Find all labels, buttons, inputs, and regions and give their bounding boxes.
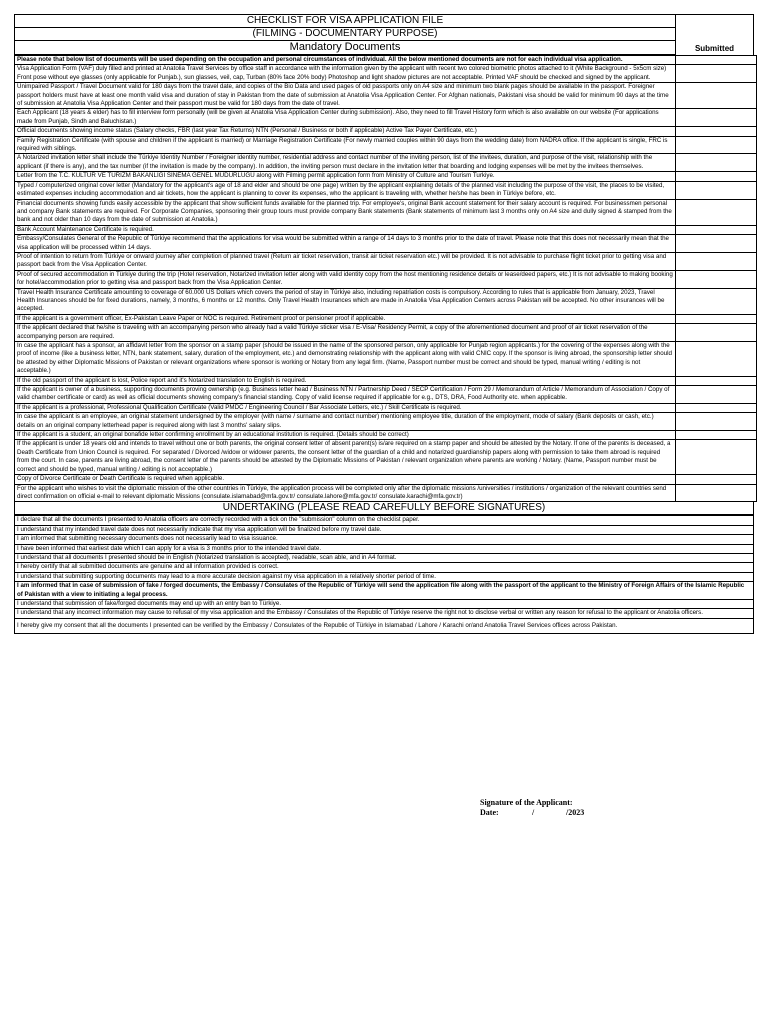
checklist-row [15, 403, 757, 412]
submitted-checkbox-cell[interactable] [676, 154, 757, 172]
undertaking-row [15, 599, 754, 608]
submitted-checkbox-cell[interactable] [676, 342, 757, 377]
submitted-checkbox-cell[interactable] [676, 83, 757, 109]
submitted-checkbox-cell[interactable] [676, 136, 757, 154]
checklist-item-text: Typed / computerized original cover letter (Mandatory for the applicant's age of 18 and elder and should be one page) written by the applicant explaining details of the planned visit including the purpose of the visit, the places to be visited, estimated expenses including accommodation and air tickets, how the applicant is planning to cover its expenses, who the applicant is traveling with, whether he/she has been in Türkiye before, etc. [15, 181, 676, 199]
undertaking-item-text: I hereby give my consent that all the documents I presented can be verified by the Embassy / Consulates of the Republic of Türkiye in Islamabad / Lahore / Karachi or/and Anatolia Travel Services offices across Pakistan. [15, 618, 754, 633]
submitted-checkbox-cell[interactable] [676, 252, 757, 270]
submitted-checkbox-cell[interactable] [676, 314, 757, 323]
checklist-item-text: Copy of Divorce Certificate or Death Certificate is required when applicable. [15, 475, 676, 484]
checklist-item-text: Financial documents showing funds easily accessible by the applicant that show sufficient funds available for the planned trip. For employee's, original Bank account statement for their salary account is required. For businessmen personal and company Bank statements are required. For Corporate Companies, sponsoring their group tours must provide company Bank statements (Bank statements of minimum last 3 months only on A4 size and dully signed & stamped from the bank and not older than 10 days from the date of submission at Anatolia.) [15, 199, 676, 225]
checklist-row [15, 65, 757, 83]
submitted-checkbox-cell[interactable] [676, 172, 757, 181]
checklist-row [15, 484, 757, 502]
submitted-checkbox-cell[interactable] [676, 225, 757, 234]
checklist-item-text: Letter from the T.C. KULTUR VE TURIZM BAKANLIGI SINEMA GENEL MUDURLUGU along with Filming permit application form from Ministry of Culture and Tourism Turkiye. [15, 172, 676, 181]
checklist-item-text: Proof of secured accommodation in Türkiye during the trip (Hotel reservation, Notarized invitation letter along with valid identity copy from the host mentioning residence details or lease/deed papers, etc.) It is not advisable to making booking for hotel/accommodation prior to getting visa and passport back from the Visa Application Center. [15, 270, 676, 288]
checklist-row [15, 386, 757, 404]
checklist-row [15, 83, 757, 109]
checklist-row [15, 288, 757, 314]
checklist-item-text: Each Applicant (18 years & elder) has to fill interview form personally (will be given at Anatolia Visa Application Center during submission). Also, they need to fill Travel History form which is also available on our website (For applications made from Punjab, Sindh and Baluchistan.) [15, 109, 676, 127]
undertaking-row [15, 563, 754, 572]
submitted-checkbox-cell[interactable] [676, 431, 757, 440]
checklist-row [15, 136, 757, 154]
submitted-checkbox-cell[interactable] [676, 235, 757, 253]
checklist-row [15, 235, 757, 253]
submitted-checkbox-cell[interactable] [676, 288, 757, 314]
submitted-checkbox-cell[interactable] [676, 199, 757, 225]
checklist-item-text: Embassy/Consulates General of the Republic of Türkiye recommend that the applications for visa would be submitted within a range of 14 days to 3 months prior to the date of travel. Please note that this does not necessarily mean that the visa application will be processed within 14 days. [15, 235, 676, 253]
submitted-checkbox-cell[interactable] [676, 65, 757, 83]
submitted-checkbox-cell[interactable] [676, 109, 757, 127]
submitted-column-header: Submitted [694, 44, 735, 53]
checklist-row [15, 172, 757, 181]
submitted-checkbox-cell[interactable] [676, 440, 757, 475]
undertaking-item-text: I am informed that in case of submission of fake / forged documents, the Embassy / Consulates of the Republic of Türkiye will send the application file along with the passport of the applicant to the Ministry of Foreign Affairs of the Islamic Republic of Pakistan with a view to initiating a legal process. [15, 582, 754, 600]
document-subtitle: (FILMING - DOCUMENTARY PURPOSE) [15, 28, 675, 41]
checklist-row [15, 324, 757, 342]
checklist-item-text: If the applicant is a student, an original bonafide letter confirming enrollment by an educational institution is required. (Details should be correct) [15, 431, 676, 440]
undertaking-heading: UNDERTAKING (PLEASE READ CAREFULLY BEFORE SIGNATURES) [14, 502, 754, 515]
undertaking-item-text: I understand that submitting supporting documents may lead to a more accurate decision against my visa application in a relatively shorter period of time. [15, 572, 754, 581]
checklist-row [15, 199, 757, 225]
checklist-item-text: Proof of intention to return from Türkiye or onward journey after completion of planned travel (Return air ticket reservation, transit air ticket reservation etc.) will be provided. It is not advisable to purchase flight ticket prior to getting visa and passport back from the Visa Application Center. [15, 252, 676, 270]
checklist-row [15, 413, 757, 431]
checklist-row [15, 431, 757, 440]
undertaking-row [15, 618, 754, 633]
submitted-checkbox-cell[interactable] [676, 386, 757, 404]
date-separator: / [532, 808, 535, 817]
checklist-item-text: Travel Health Insurance Certificate amounting to coverage of 60.000 US Dollars which covers the period of stay in Türkiye also, including repatriation costs is compulsory. According to rules that is applicable from January, 2023, Travel Health Insurances should be for fixed durations, namely, 3 months, 6 months or 12 months. Only Travel Health Insurances which are made in Anatolia Visa Application Centers across Pakistan will be accepted. No other insurances will be accepted. [15, 288, 676, 314]
undertaking-item-text: I am informed that submitting necessary documents does not necessarily lead to visa issuance. [15, 535, 754, 544]
checklist-page [14, 14, 754, 634]
checklist-row [15, 252, 757, 270]
signature-block [480, 798, 584, 818]
submitted-checkbox-cell[interactable] [676, 270, 757, 288]
checklist-item-text: A Notarized invitation letter shall include the Türkiye Identity Number / Foreigner identity number, residential address and contact number of the inviting person, list of the invitees, duration, and purpose of the visit, relationship with the applicant (if there is any), and the tax number (if the invitation is made by the company). In addition, the inviting person must declare in the invitation letter that boarding and lodging expenses will be met by the invitees themselves. [15, 154, 676, 172]
submitted-checkbox-cell[interactable] [676, 181, 757, 199]
undertaking-item-text: I hereby certify that all submitted documents are genuine and all information provided is correct. [15, 563, 754, 572]
checklist-item-text: If the applicant is owner of a business, supporting documents proving ownership (e.g. Business letter head / Business NTN / Partnership Deed / SECP Certification / Form 29 / Memorandum of Article / Memorandum of Association / Copy of valid chamber certificate or card) as well as official documents showing company's financial standing. Copy of valid license required if applicable for e.g., DTS, DRA, Food Authority etc. when applicable. [15, 386, 676, 404]
checklist-row [15, 127, 757, 136]
undertaking-row [15, 609, 754, 618]
document-title: CHECKLIST FOR VISA APPLICATION FILE [15, 15, 675, 28]
undertaking-item-text: I understand that any incorrect information may cause to refusal of my visa application and the Embassy / Consulates of the Republic of Türkiye reserve the right not to disclose verbal or written any reason for refusal to the applicant or Anatolia officers. [15, 609, 754, 618]
checklist-item-text: If the old passport of the applicant is lost, Police report and it's Notarized translation to English is required. [15, 376, 676, 385]
date-year: /2023 [566, 808, 585, 817]
undertaking-item-text: I declare that all the documents I presented to Anatolia officers are correctly recorded with a tick on the "submission" column on the checklist paper. [15, 516, 754, 525]
checklist-item-text: Family Registration Certificate (with spouse and children if the applicant is married) or Marriage Registration Certificate (For newly married couples within 90 days from the wedding date) from NADRA office. If the applicant is single, FRC is required with siblings. [15, 136, 676, 154]
checklist-item-text: Unimpaired Passport / Travel Document valid for 180 days from the travel date, and copies of the Bio Data and used pages of old passports only on A4 size and minimum two blank pages should be available in the passport. Foreigner passport holders must have at least one month valid visa and duration of stay in Pakistan from the date of submission at Anatolia Visa Application Center. For Afghan nationals, Pakistani visa should be valid for minimum 90 days at the time of submission at Anatolia Visa Application Center and their passport must be valid for 180 days from the date of travel. [15, 83, 676, 109]
checklist-item-text: Bank Account Maintenance Certificate is required. [15, 225, 676, 234]
checklist-item-text: Visa Application Form (VAF) duly filled and printed at Anatolia Travel Services by office staff in accordance with the information given by the applicant with recent two colored biometric photos attached to it (White Background - 5x5cm size) Front pose without eye glasses (only applicable for Punjab.), sun glasses, veil, cap, Turban (80% face 20% body) Photoshop and light shadow pictures are not acceptable. Printed VAF should be checked and signed by the applicant. [15, 65, 676, 83]
submitted-checkbox-cell[interactable] [676, 413, 757, 431]
undertaking-row [15, 582, 754, 600]
checklist-row [15, 376, 757, 385]
checklist-item-text: If the applicant is under 18 years old and intends to travel without one or both parents, the original consent letter of absent parent(s) is/are required on a stamp paper and should be attested by the Notary. If one of the parents is deceased, a Death Certificate from Union Council is required. For separated / Divorced /widow or widower parents, the consent letter of the guardian of a child and notarized guardianship papers along with permission to take them abroad is required from the court. In case, parents are living abroad, the consent letter of the parents should be attested by the Diplomatic Missions of Pakistan / relevant organization where parents are working / Notary. (Name, Passport number must be correct and should be typed, manual writing / editing is not acceptable.) [15, 440, 676, 475]
mandatory-documents-heading: Mandatory Documents [15, 41, 675, 55]
undertaking-row [15, 525, 754, 534]
signature-label: Signature of the Applicant: [480, 798, 573, 807]
date-label: Date: [480, 808, 499, 817]
undertaking-row [15, 553, 754, 562]
submitted-checkbox-cell[interactable] [676, 484, 757, 502]
checklist-row [15, 181, 757, 199]
checklist-row [15, 154, 757, 172]
undertaking-row [15, 544, 754, 553]
undertaking-row [15, 535, 754, 544]
undertaking-item-text: I understand that my intended travel date does not necessarily indicate that my visa application will be finalized before my travel date. [15, 525, 754, 534]
checklist-row [15, 109, 757, 127]
submitted-checkbox-cell[interactable] [676, 403, 757, 412]
undertaking-item-text: I have been informed that earliest date which I can apply for a visa is 3 months prior to the intended travel date. [15, 544, 754, 553]
undertaking-table [14, 515, 754, 634]
submitted-checkbox-cell[interactable] [676, 376, 757, 385]
checklist-item-text: In case the applicant has a sponsor, an affidavit letter from the sponsor on a stamp paper (should be issued in the name of the sponsored person, only applicable for Punjab region applicants.) for the covering of the expenses along with the proof of income (like a business letter, NTN, bank statement, salary, duration of the employment, etc.) and demonstrating relationship with the applicant along with valid CNIC copy. If the sponsor is living abroad, the sponsorship letter should be attested by either Diplomatic Missions of Pakistan or relevant organizations where sponsor is working or Notary from any legal firm. (Name, Passport number must be correct and should be typed, manual writing / editing is not acceptable.) [15, 342, 676, 377]
checklist-row [15, 314, 757, 323]
checklist-row [15, 56, 757, 65]
checklist-item-text: If the applicant is a government officer, Ex-Pakistan Leave Paper or NOC is required. Retirement proof or pensioner proof if applicable. [15, 314, 676, 323]
header [14, 14, 754, 55]
submitted-checkbox-cell[interactable] [676, 324, 757, 342]
checklist-item-text: For the applicant who wishes to visit the diplomatic mission of the other countries in Türkiye, the application process will be completed only after the diplomatic missions /universities / institutions / organization of the relevant countries send direct confirmation on official e-mail to relevant diplomatic Missions (consulate.islamabad@mfa.gov.tr/ consulate.lahore@mfa.gov.tr/ consulate.karachi@mfa.gov.tr) [15, 484, 676, 502]
checklist-item-text: Official documents showing income status (Salary checks, FBR (last year Tax Returns) NTN (Personal / Business or both if applicable) Active Tax Payer Certificate, etc.) [15, 127, 676, 136]
checklist-item-text: If the applicant declared that he/she is traveling with an accompanying person who already had a valid Türkiye sticker visa / E-Visa/ Residency Permit, a copy of the aforementioned document and proof of air ticket reservation of the accompanying person are required. [15, 324, 676, 342]
undertaking-row [15, 516, 754, 525]
submitted-checkbox-cell[interactable] [676, 56, 757, 65]
checklist-row [15, 225, 757, 234]
checklist-row [15, 270, 757, 288]
undertaking-item-text: I understand that all documents I presented should be in English (Notarized translation is accepted), readable, scan able, and in A4 format. [15, 553, 754, 562]
checklist-row [15, 440, 757, 475]
undertaking-row [15, 572, 754, 581]
submitted-checkbox-cell[interactable] [676, 127, 757, 136]
checklist-item-text: If the applicant is a professional, Professional Qualification Certificate (Valid PMDC / Engineering Council / Bar Associate Letters, etc.) / Skill Certificate is required. [15, 403, 676, 412]
checklist-row [15, 342, 757, 377]
checklist-item-text: Please note that below list of documents will be used depending on the occupation and personal circumstances of individual. All the below mentioned documents are not for each individual visa application. [15, 56, 676, 65]
checklist-row [15, 475, 757, 484]
checklist-item-text: In case the applicant is an employee, an original statement undersigned by the employer (with name / surname and contact number) mentioning employee title, duration of the employment, mode of salary (Bank deposits or cash, etc.) details on an original company letterhead paper is required along with last 3 months' salary slips. [15, 413, 676, 431]
undertaking-item-text: I understand that submission of fake/forged documents may end up with an entry ban to Türkiye. [15, 599, 754, 608]
submitted-checkbox-cell[interactable] [676, 475, 757, 484]
checklist-table [14, 55, 757, 502]
